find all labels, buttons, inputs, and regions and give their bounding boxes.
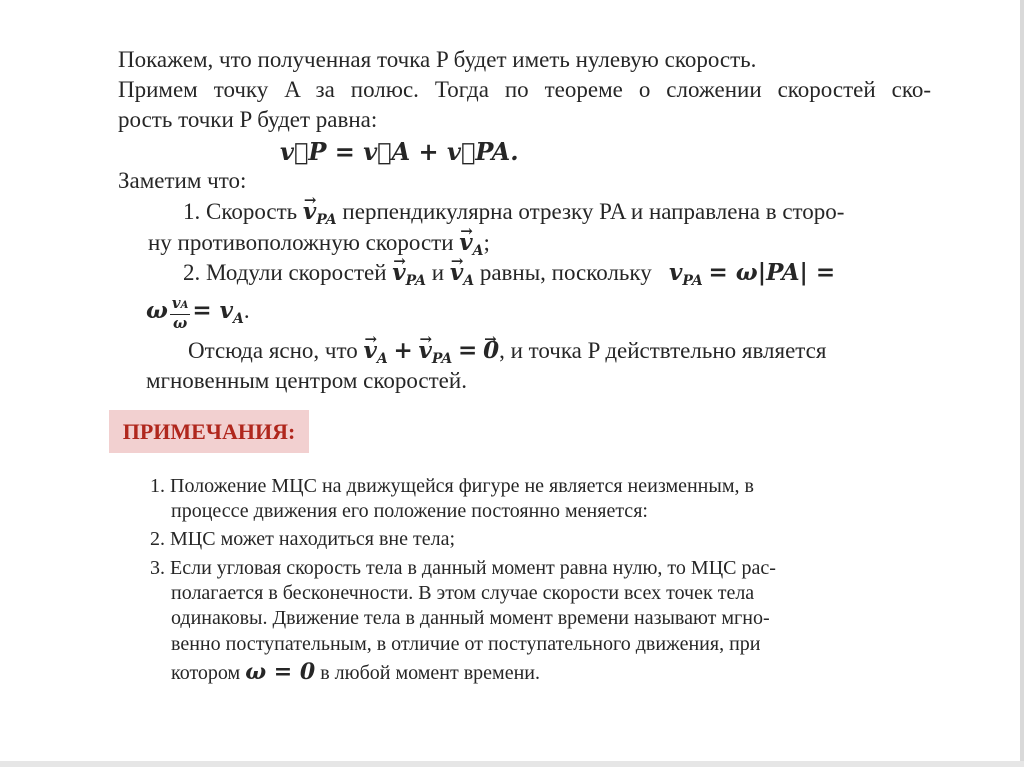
vector-va: → $v_A$ bbox=[364, 337, 388, 373]
conclusion-prefix: Отсюда ясно, что bbox=[188, 338, 358, 363]
item2-period: . bbox=[243, 298, 250, 323]
conclusion-suffix: , и точка P действтельно является bbox=[499, 338, 827, 363]
note3-suffix: в любой момент времени. bbox=[320, 662, 540, 684]
formula-velocity-sum bbox=[280, 138, 519, 167]
notes-title: ПРИМЕЧАНИЯ: bbox=[109, 410, 309, 453]
note3-line2: полагается в бесконечности. В этом случае скорости всех точек тела bbox=[171, 582, 755, 604]
vector-va: → $v_A$ bbox=[450, 259, 474, 295]
item2-mid: равны, поскольку bbox=[479, 260, 652, 285]
paragraph1-line1: Покажем, что полученная точка P будет иметь нулевую скорость. bbox=[118, 47, 757, 72]
item1-suffix: перпендикулярна отрезку PA и направлена в сторо- bbox=[342, 199, 845, 224]
conclusion-line1: Отсюда ясно, что → $v_A$ + → $v_{PA}$ = → 0, и точка P действтельно является bbox=[188, 337, 826, 373]
vector-va: → $v_A$ bbox=[459, 229, 483, 265]
paragraph1-line3: рость точки P будет равна: bbox=[118, 107, 378, 132]
vector-vpa: → $v_{PA}$ bbox=[419, 337, 453, 373]
omega-symbol: ω bbox=[146, 297, 168, 324]
note3-prefix: котором bbox=[171, 662, 241, 684]
note1-line1: 1. Положение МЦС на движущейся фигуре не является неизменным, в bbox=[150, 475, 754, 497]
item2-line1 bbox=[183, 259, 835, 295]
item2-and: и bbox=[431, 260, 445, 285]
vector-vpa: → $v_{PA}$ bbox=[392, 259, 426, 295]
note3-line1: 3. Если угловая скорость тела в данный момент равна нулю, то МЦС рас- bbox=[150, 557, 776, 579]
item1-line2-prefix: ну противоположную скорости bbox=[148, 230, 454, 255]
item2-equals: = $v_A$ bbox=[192, 297, 244, 327]
item2-line2 bbox=[146, 291, 250, 339]
remark-label: Заметим что: bbox=[118, 168, 247, 193]
note3-line5 bbox=[171, 660, 540, 686]
scalar-vpa: $v_{PA}$ bbox=[669, 259, 703, 289]
paragraph1-line2: Примем точку A за полюс. Тогда по теореме о сложении скоростей ско- bbox=[118, 77, 931, 102]
item1-prefix: 1. Скорость bbox=[183, 199, 298, 224]
note1-line2: процессе движения его положение постоянно меняется: bbox=[171, 500, 648, 522]
note2: 2. МЦС может находиться вне тела; bbox=[150, 528, 456, 550]
item2-formula: = ω|PA| = bbox=[708, 259, 836, 286]
slide-border-right bbox=[1020, 0, 1024, 767]
note3-line3: одинаковы. Движение тела в данный момент времени называют мгно- bbox=[171, 607, 770, 629]
conclusion-equals: = bbox=[458, 337, 478, 364]
fraction-va-over-omega: $\frac{vA}{\omega}$ bbox=[171, 293, 189, 332]
note3-line4: венно поступательным, в отличие от поступательного движения, при bbox=[171, 633, 761, 655]
omega-zero-formula: ω = 0 bbox=[245, 659, 316, 685]
slide-border-bottom bbox=[0, 761, 1024, 767]
vector-vpa: → $v_{PA}$ bbox=[303, 198, 337, 234]
zero-vector: → 0 bbox=[483, 337, 499, 365]
item1-line2-suffix: ; bbox=[483, 230, 490, 255]
item2-prefix: 2. Модули скоростей bbox=[183, 260, 387, 285]
formula-text: v⃗P = v⃗A + v⃗PA. bbox=[280, 137, 519, 166]
conclusion-line2: мгновенным центром скоростей. bbox=[146, 368, 467, 393]
